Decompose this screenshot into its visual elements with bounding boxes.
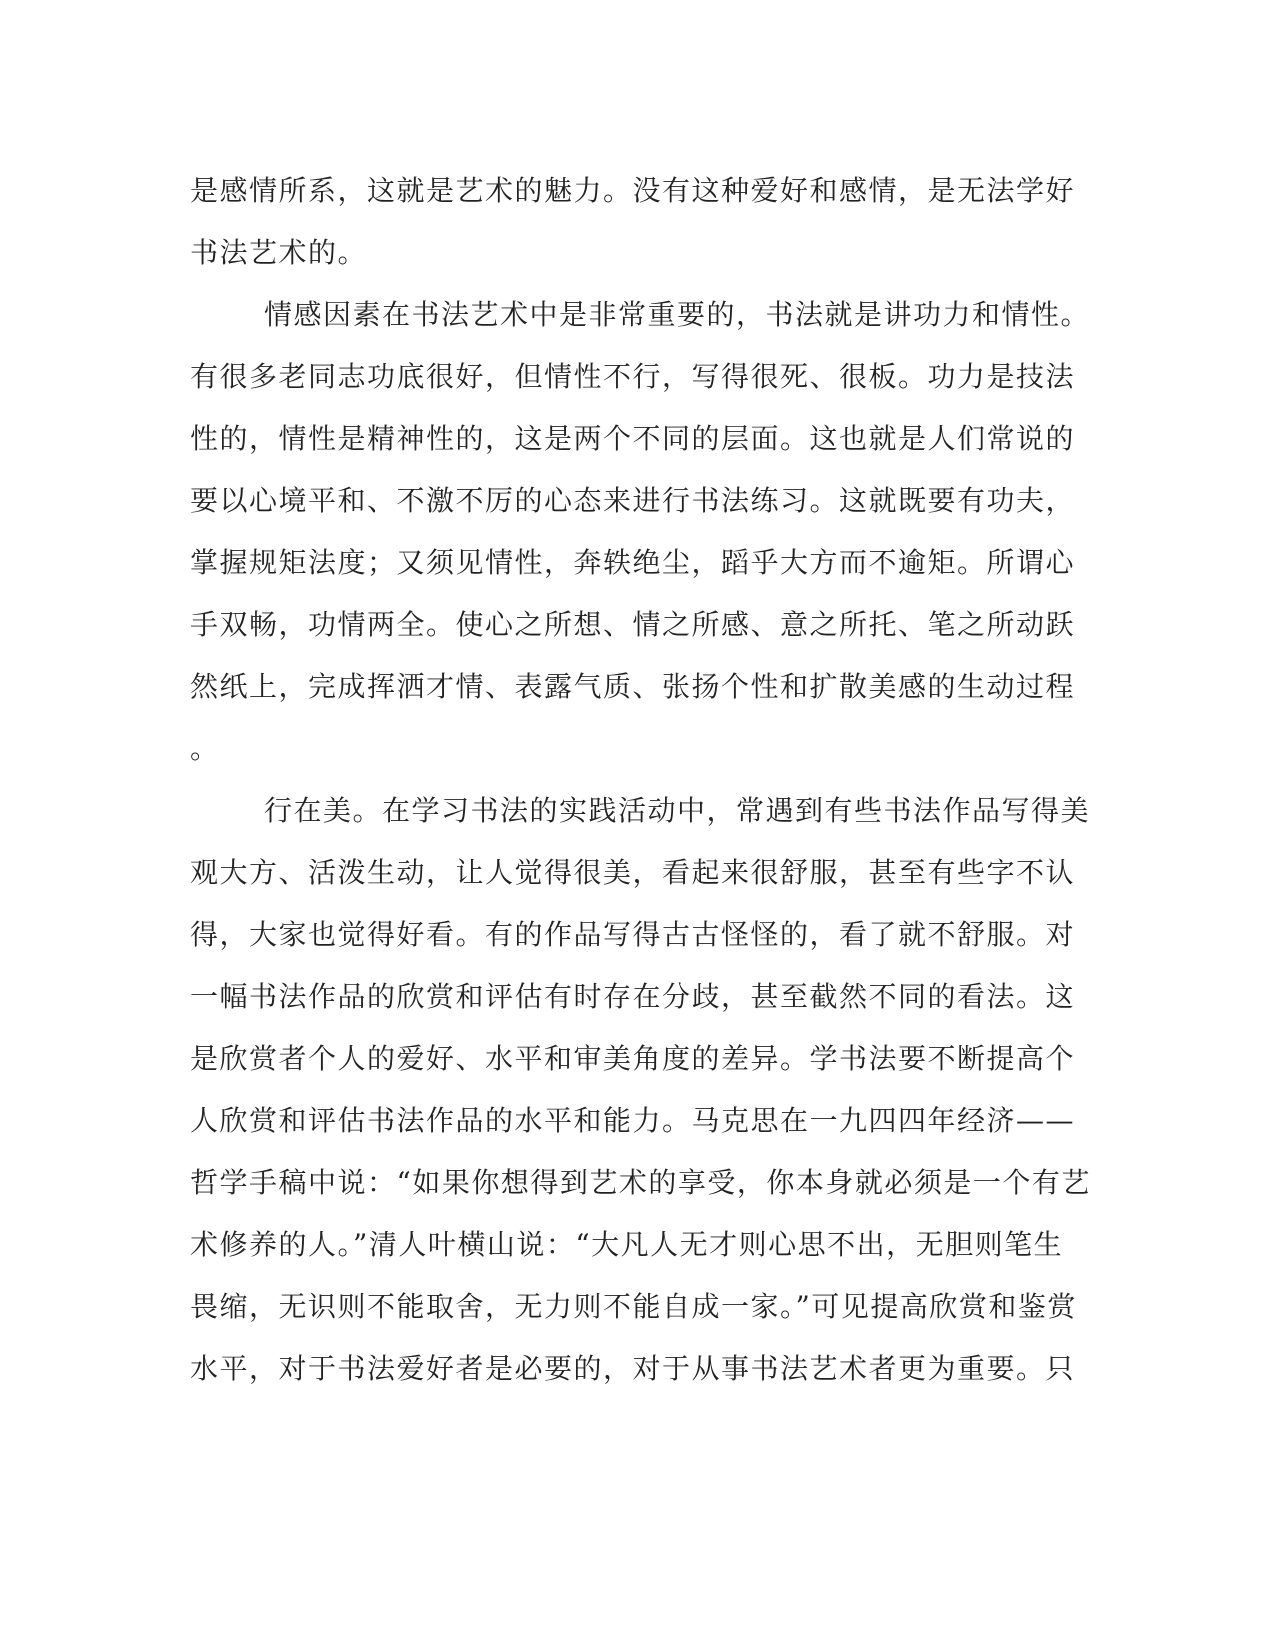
text-line: 。 xyxy=(190,732,220,765)
text-line: 是欣赏者个人的爱好、水平和审美角度的差异。学书法要不断提高个 xyxy=(190,1042,1076,1075)
text-line: 性的，情性是精神性的，这是两个不同的层面。这也就是人们常说的 xyxy=(190,422,1076,455)
text-line: 然纸上，完成挥洒才情、表露气质、张扬个性和扩散美感的生动过程 xyxy=(190,670,1076,703)
text-line: 要以心境平和、不激不厉的心态来进行书法练习。这就既要有功夫， xyxy=(190,484,1076,517)
text-line: 人欣赏和评估书法作品的水平和能力。马克思在一九四四年经济—— xyxy=(190,1104,1076,1137)
text-line: 掌握规矩法度；又须见情性，奔轶绝尘，蹈乎大方而不逾矩。所谓心 xyxy=(190,546,1076,579)
text-line: 有很多老同志功底很好，但情性不行，写得很死、很板。功力是技法 xyxy=(190,360,1076,393)
text-line: 得，大家也觉得好看。有的作品写得古古怪怪的，看了就不舒服。对 xyxy=(190,918,1076,951)
text-line: 观大方、活泼生动，让人觉得很美，看起来很舒服，甚至有些字不认 xyxy=(190,856,1076,889)
paragraph-start-line: 行在美。在学习书法的实践活动中，常遇到有些书法作品写得美 xyxy=(264,794,1091,827)
text-line: 哲学手稿中说：“如果你想得到艺术的享受，你本身就必须是一个有艺 xyxy=(190,1166,1091,1199)
text-line: 一幅书法作品的欣赏和评估有时存在分歧，甚至截然不同的看法。这 xyxy=(190,980,1076,1013)
text-line: 是感情所系，这就是艺术的魅力。没有这种爱好和感情，是无法学好 xyxy=(190,174,1076,207)
text-line: 手双畅，功情两全。使心之所想、情之所感、意之所托、笔之所动跃 xyxy=(190,608,1076,641)
text-line: 水平，对于书法爱好者是必要的，对于从事书法艺术者更为重要。只 xyxy=(190,1352,1076,1385)
paragraph-start-line: 情感因素在书法艺术中是非常重要的，书法就是讲功力和情性。 xyxy=(264,298,1091,331)
text-line: 术修养的人。”清人叶横山说：“大凡人无才则心思不出，无胆则笔生 xyxy=(190,1228,1064,1261)
text-line: 书法艺术的。 xyxy=(190,236,368,269)
body-text xyxy=(190,160,1090,1400)
text-line: 畏缩，无识则不能取舍，无力则不能自成一家。”可见提高欣赏和鉴赏 xyxy=(190,1290,1077,1323)
